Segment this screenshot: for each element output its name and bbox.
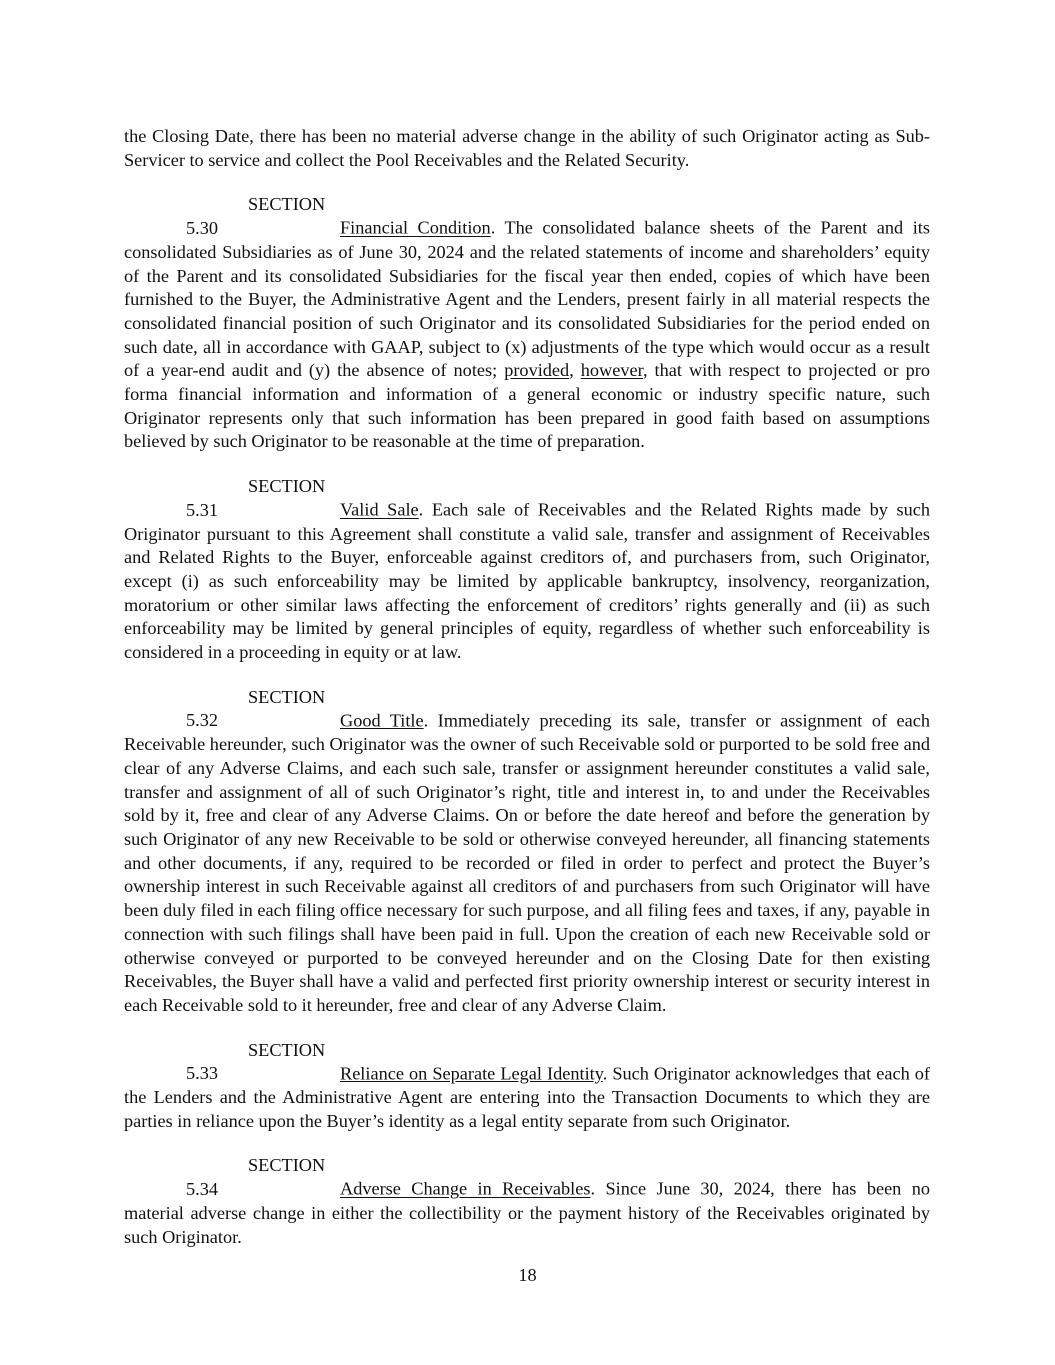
- section-5-30-number: SECTION 5.30: [186, 194, 326, 239]
- section-5-33-paragraph: [124, 1039, 930, 1134]
- section-5-31-body: . Each sale of Receivables and the Related Rights made by such Originator pursuant to this Agreement shall constitute a valid sale, transfer and assignment of Receivables and Related Rights to the Buyer, enforceable against creditors of, and purchasers from, such Originator, except (i) as such enforceability may be limited by applicable bankruptcy, insolvency, reorganization, moratorium or other similar laws affecting the enforcement of creditors’ rights generally and (ii) as such enforceability may be limited by general principles of equity, regardless of whether such enforceability is considered in a proceeding in equity or at law.: [124, 499, 930, 663]
- section-5-30-comma: ,: [569, 360, 581, 381]
- section-5-33-number: SECTION 5.33: [186, 1039, 326, 1084]
- section-5-30-title: Financial Condition: [340, 218, 491, 239]
- section-5-34-body: . Since June 30, 2024, there has been no material adverse change in either the collectibility or the payment history of the Receivables originated by such Originator.: [124, 1179, 931, 1247]
- section-5-32-paragraph: [124, 686, 930, 1018]
- section-5-32-body: . Immediately preceding its sale, transfer or assignment of each Receivable hereunder, such Originator was the owner of such Receivable sold or purported to be sold free and clear of any Adverse Claims, and each such sale, transfer or assignment hereunder constitutes a valid sale, transfer and assignment of all of such Originator’s right, title and interest in, to and under the Receivables sold by it, free and clear of any Adverse Claims. On or before the date hereof and before the generation by such Originator of any new Receivable to be sold or otherwise conveyed hereunder, all financing statements and other documents, if any, required to be recorded or filed in order to perfect and protect the Buyer’s ownership interest in such Receivable against all creditors of and purchasers from such Originator will have been duly filed in each filing office necessary for such purpose, and all filing fees and taxes, if any, payable in connection with such filings shall have been paid in full. Upon the creation of each new Receivable sold or otherwise conveyed or purported to be conveyed hereunder and on the Closing Date for then existing Receivables, the Buyer shall have a valid and perfected first priority ownership interest or security interest in each Receivable sold to it hereunder, free and clear of any Adverse Claim.: [124, 710, 930, 1015]
- document-page: [124, 125, 930, 1270]
- section-5-32-title: Good Title: [340, 710, 424, 731]
- section-5-30-body-a: . The consolidated balance sheets of the Parent and its consolidated Subsidiaries as of June 30, 2024 and the related statements of income and shareholders’ equity of the Parent and its consolidated Subsidiaries for the fiscal year then ended, copies of which have been furnished to the Buyer, the Administrative Agent and the Lenders, present fairly in all material respects the consolidated financial position of such Originator and its consolidated Subsidiaries for the period ended on such date, all in accordance with GAAP, subject to (x) adjustments of the type which would occur as a result of a year-end audit and (y) the absence of notes;: [124, 218, 930, 381]
- section-5-31-title: Valid Sale: [340, 499, 419, 520]
- section-5-34-paragraph: [124, 1154, 930, 1249]
- section-5-30-paragraph: [124, 193, 930, 454]
- section-5-31-paragraph: [124, 475, 930, 665]
- section-5-30-body-b: , that with respect to projected or pro forma financial information and information of a general economic or industry specific nature, such Originator represents only that such information has been prepared in good faith based on assumptions believed by such Originator to be reasonable at the time of preparation.: [124, 360, 931, 452]
- section-5-34-title: Adverse Change in Receivables: [340, 1179, 591, 1200]
- section-5-31-number: SECTION 5.31: [186, 476, 326, 520]
- section-5-34-number: SECTION 5.34: [186, 1155, 326, 1200]
- section-5-32-number: SECTION 5.32: [186, 686, 326, 731]
- provided-term: provided: [504, 360, 570, 381]
- page-number: 18: [518, 1265, 537, 1285]
- section-5-33-title: Reliance on Separate Legal Identity: [340, 1063, 603, 1084]
- section-5-33-body: . Such Originator acknowledges that each of the Lenders and the Administrative Agent are entering into the Transaction Documents to which they are parties in reliance upon the Buyer’s identity as a legal entity separate from such Originator.: [124, 1063, 930, 1131]
- intro-paragraph: the Closing Date, there has been no material adverse change in the ability of such Originator acting as Sub-Servicer to service and collect the Pool Receivables and the Related Security.: [124, 126, 930, 170]
- however-term: however: [580, 360, 643, 381]
